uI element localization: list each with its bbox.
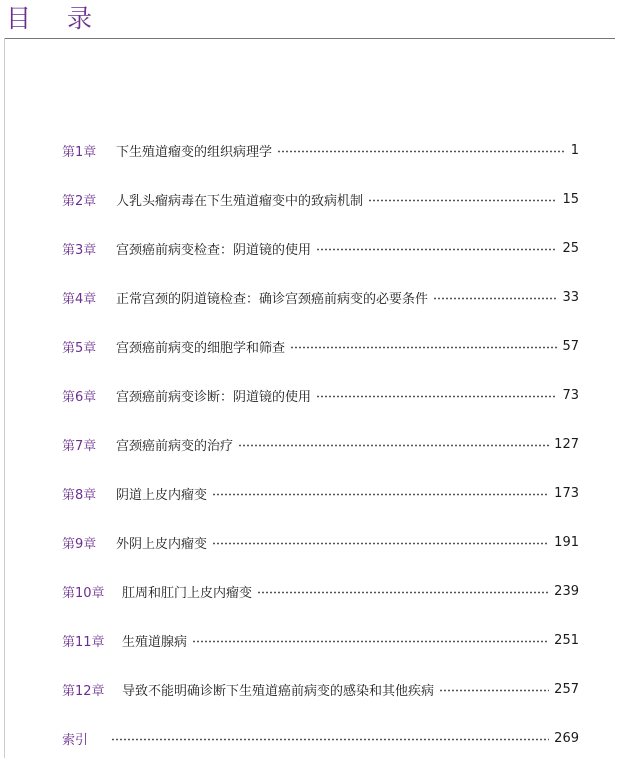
dot-leader [316,395,557,398]
chapter-title: 阴道上皮内瘤变 [116,487,208,503]
chapter-title: 宫颈癌前病变诊断：阴道镜的使用 [116,389,312,405]
toc-entry-index[interactable] [62,727,579,749]
toc-entry-chapter-5[interactable] [62,335,579,357]
dot-leader [257,591,549,594]
chapter-title: 宫颈癌前病变检查：阴道镜的使用 [116,242,312,258]
dot-leader [277,150,566,153]
chapter-title: 下生殖道瘤变的组织病理学 [116,144,273,160]
chapter-title: 导致不能明确诊断下生殖道癌前病变的感染和其他疾病 [122,683,435,699]
page-number: 239 [554,583,579,599]
dot-leader [290,346,557,349]
dot-leader [238,444,549,447]
dot-leader [433,297,557,300]
chapter-title: 肛周和肛门上皮内瘤变 [122,585,253,601]
toc-entry-chapter-7[interactable] [62,433,579,455]
page-number: 73 [562,387,579,403]
chapter-label: 第11章 [62,634,105,650]
page-title: 目 录 [6,4,106,33]
chapter-title: 外阴上皮内瘤变 [116,536,208,552]
chapter-label: 第1章 [62,144,97,160]
toc-entry-chapter-4[interactable] [62,286,579,308]
toc-entry-chapter-10[interactable] [62,580,579,602]
chapter-title: 宫颈癌前病变的治疗 [116,438,234,454]
toc-entry-chapter-3[interactable] [62,237,579,259]
index-label: 索引 [62,732,89,748]
toc-entry-chapter-6[interactable] [62,384,579,406]
page-number: 191 [554,534,579,550]
dot-leader [212,542,549,545]
page-number: 1 [570,142,579,158]
chapter-label: 第8章 [62,487,97,503]
chapter-label: 第9章 [62,536,97,552]
page-number: 57 [562,338,579,354]
page-number: 257 [554,681,579,697]
toc-entry-chapter-8[interactable] [62,482,579,504]
chapter-label: 第2章 [62,193,97,209]
dot-leader [192,640,549,643]
dot-leader [111,738,549,741]
page-number: 15 [562,191,579,207]
toc-entry-chapter-2[interactable] [62,188,579,210]
chapter-label: 第4章 [62,291,97,307]
chapter-title: 生殖道腺病 [122,634,188,650]
page-number: 25 [562,240,579,256]
chapter-label: 第10章 [62,585,105,601]
chapter-title: 人乳头瘤病毒在下生殖道瘤变中的致病机制 [116,193,364,209]
page-number: 269 [554,730,579,746]
dot-leader [439,689,549,692]
page-number: 33 [562,289,579,305]
page-number: 127 [554,436,579,452]
page-number: 173 [554,485,579,501]
dot-leader [368,199,557,202]
dot-leader [212,493,549,496]
chapter-label: 第6章 [62,389,97,405]
chapter-title: 正常宫颈的阴道镜检查：确诊宫颈癌前病变的必要条件 [116,291,429,307]
toc-entry-chapter-12[interactable] [62,678,579,700]
toc-entry-chapter-11[interactable] [62,629,579,651]
dot-leader [316,248,557,251]
page-number: 251 [554,632,579,648]
chapter-label: 第5章 [62,340,97,356]
chapter-label: 第12章 [62,683,105,699]
chapter-label: 第3章 [62,242,97,258]
chapter-label: 第7章 [62,438,97,454]
toc-entry-chapter-9[interactable] [62,531,579,553]
chapter-title: 宫颈癌前病变的细胞学和筛查 [116,340,286,356]
toc-entry-chapter-1[interactable] [62,139,579,161]
